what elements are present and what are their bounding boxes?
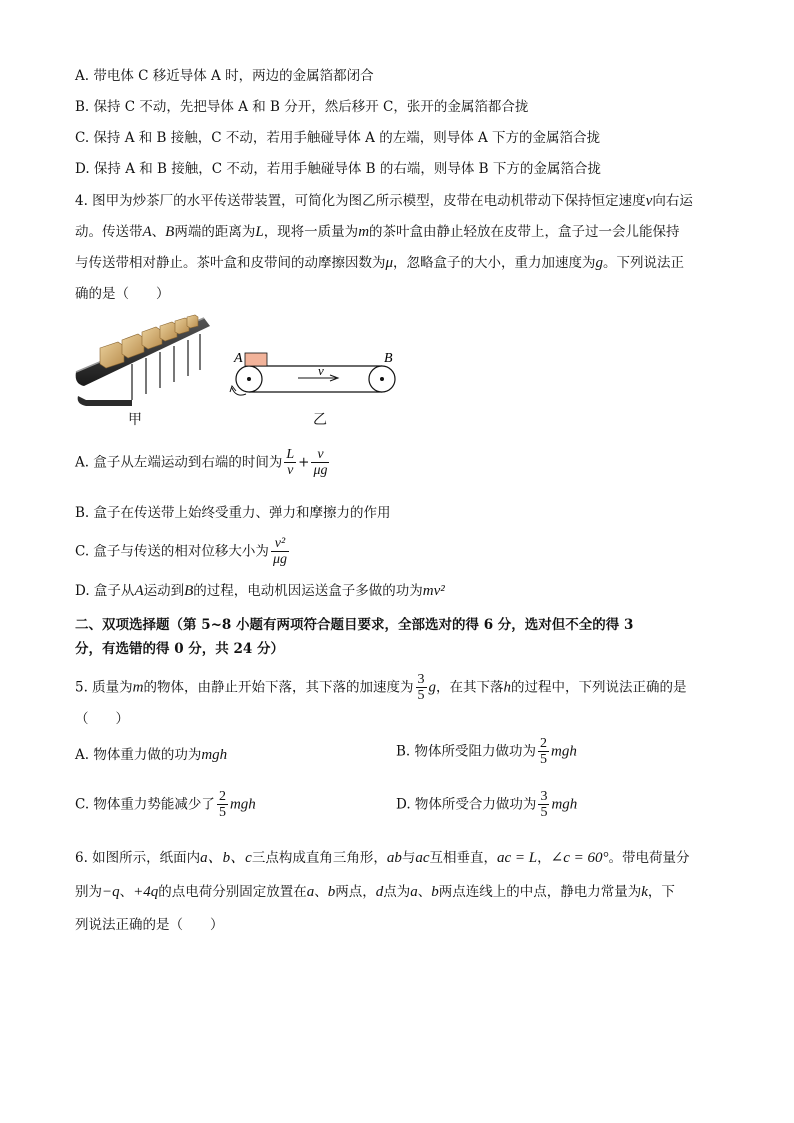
figure-yi-label-v: v	[318, 363, 324, 378]
q5-option-d: D. 物体所受合力做功为 $\frac{3}{5}$ mgh	[396, 789, 578, 820]
q5-option-c: C. 物体重力势能减少了 $\frac{2}{5}$ mgh	[75, 789, 256, 820]
q6-stem-line2: 别为−q、+4q的点电荷分别固定放置在a、b两点，d点为a、b两点连线上的中点，静电力常量为k，下	[75, 884, 675, 900]
fraction: $\frac{3}{5}$	[417, 672, 425, 703]
fraction: $\frac{2}{5}$	[218, 789, 226, 820]
q3-option-c: C. 保持 A 和 B 接触，C 不动，若用手触碰导体 A 的左端，则导体 A 下方的金属箔合拢	[75, 130, 601, 146]
figure-yi-label-a: A	[234, 351, 243, 366]
q4-stem-line3: 与传送带相对静止。茶叶盒和皮带间的动摩擦因数为μ，忽略盒子的大小，重力加速度为g。下列说法正	[75, 255, 685, 271]
q3-option-a: A. 带电体 C 移近导体 A 时，两边的金属箔都闭合	[75, 68, 374, 84]
figure-yi-label-b: B	[384, 351, 393, 366]
q6-stem-line3: 列说法正确的是（ ）	[75, 917, 224, 933]
fraction: $\frac{3}{5}$	[540, 789, 548, 820]
section-2-heading-line1: 二、双项选择题（第 5~8 小题有两项符合题目要求，全部选对的得 6 分，选对但不全的得 3	[75, 617, 634, 633]
fraction: $\frac{v}{\mu g}$	[313, 447, 328, 478]
q4-option-a: A. 盒子从左端运动到右端的时间为 $\frac{L}{v}$ + $\frac{v}{\mu g}$	[75, 447, 328, 478]
figure-jia-conveyor-photo	[72, 312, 212, 412]
fraction: $\frac{\text{v²}}{\mu g}$	[272, 536, 287, 567]
fraction: $\frac{2}{5}$	[540, 736, 548, 767]
q4-option-d: D. 盒子从A运动到B的过程，电动机因运送盒子多做的功为mv²	[75, 583, 445, 599]
q3-option-d: D. 保持 A 和 B 接触，C 不动，若用手触碰导体 B 的右端，则导体 B 下方的金属箔合拢	[75, 161, 601, 177]
q4-option-b: B. 盒子在传送带上始终受重力、弹力和摩擦力的作用	[75, 505, 391, 521]
q4-option-c: C. 盒子与传送的相对位移大小为 $\frac{\text{v²}}{\mu g}$	[75, 536, 287, 567]
q4-stem-line2: 动。传送带A、B两端的距离为L，现将一质量为m的茶叶盒由静止轻放在皮带上，盒子过一会儿能保持	[75, 224, 680, 240]
q5-option-a: A. 物体重力做的功为mgh	[75, 747, 228, 763]
q3-option-b: B. 保持 C 不动，先把导体 A 和 B 分开，然后移开 C，张开的金属箔都合拢	[75, 99, 529, 115]
q5-stem: 5. 质量为m的物体，由静止开始下落，其下落的加速度为 $\frac{3}{5}$ g，在其下落h的过程中，下列说法正确的是	[75, 672, 687, 703]
q6-stem-line1: 6. 如图所示，纸面内a、b、c三点构成直角三角形，ab与ac互相垂直，ac = L，∠c = 60°。带电荷量分	[75, 850, 690, 866]
q5-paren: （ ）	[75, 711, 129, 727]
section-2-heading-line2: 分，有选错的得 0 分，共 24 分）	[75, 641, 284, 657]
q5-option-b: B. 物体所受阻力做功为 $\frac{2}{5}$ mgh	[396, 736, 577, 767]
q4-stem-line1: 4. 图甲为炒茶厂的水平传送带装置，可简化为图乙所示模型，皮带在电动机带动下保持恒定速度v向右运	[75, 193, 693, 209]
fraction: $\frac{L}{v}$	[286, 447, 295, 478]
q4-stem-line4: 确的是（ ）	[75, 286, 170, 302]
figure-yi-label: 乙	[313, 412, 327, 428]
figure-yi-conveyor-model	[226, 344, 404, 404]
figure-jia-label: 甲	[128, 412, 142, 428]
